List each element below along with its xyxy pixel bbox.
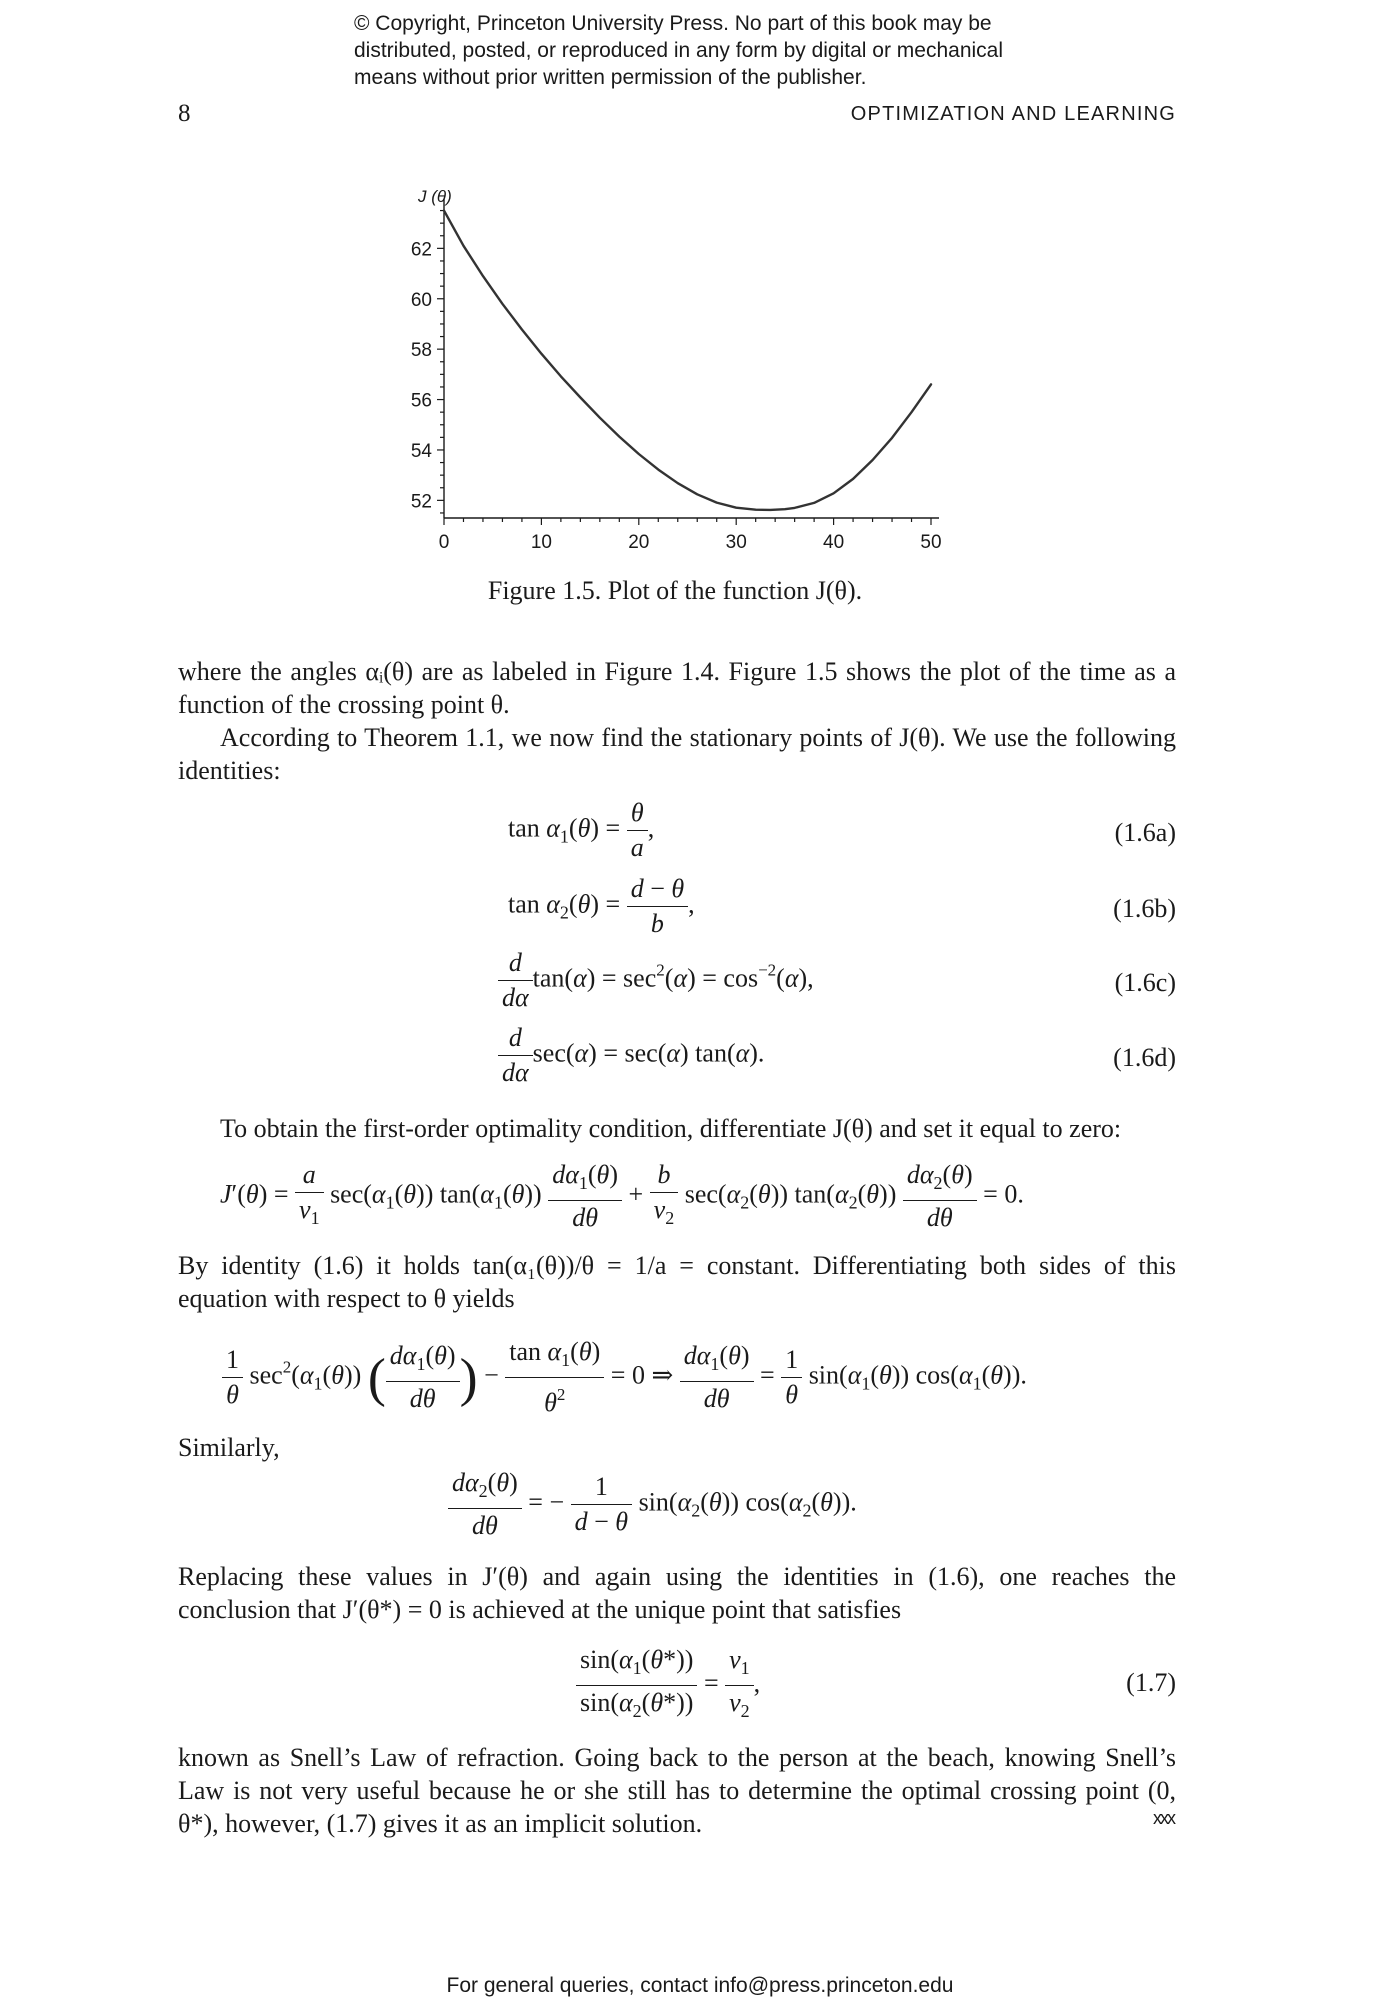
paragraph: To obtain the first-order optimality condition, differentiate J(θ) and set it equal to zero:: [220, 1114, 1122, 1143]
paragraph: Replacing these values in J′(θ) and again using the identities in (1.6), one reaches the conclusion that J′(θ*) = 0 is achieved at the unique point that satisfies: [178, 1562, 1176, 1624]
end-of-section-mark: xxx: [1153, 1808, 1174, 1828]
y-tick-label: 58: [410, 340, 432, 362]
x-tick-label: 10: [530, 532, 552, 553]
y-tick-label: 62: [410, 239, 432, 261]
equation-1-6c: $\frac{d}{d\alpha}$ $\tan(\alpha) = \sec^2(\alpha) = \cos^{-2}(\alpha)$,: [498, 948, 814, 1013]
y-tick-label: 60: [410, 289, 432, 311]
equation-j-prime: J′(θ) = $\frac{a}{v_1}$ $\sec(\alpha_1(\theta))$ $\tan(\alpha_1(\theta))$ $\frac{d\alpha_1(\theta)}{d\theta}$ + $\frac{b}{v_2}$ $\sec(\alpha_2(\theta))$ $\tan(\alpha_2(\theta))$ $\frac{d\alpha_2(\theta)}{d\theta}$ = 0.: [220, 1160, 1024, 1232]
equation-number: (1.6c): [1114, 968, 1176, 997]
series-line: [444, 211, 931, 510]
paragraph: where the angles αᵢ(θ) are as labeled in Figure 1.4. Figure 1.5 shows the plot of the time as a function of the crossing point θ.: [178, 657, 1176, 719]
x-tick-label: 50: [920, 532, 942, 553]
copyright-line: © Copyright, Princeton University Press. No part of this book may be: [354, 12, 992, 35]
paragraph: known as Snell’s Law of refraction. Going back to the person at the beach, knowing Snell’s Law is not very useful because he or she still has to determine the optimal crossing point (0, θ*), however, (1.7) gives it as an implicit solution.: [178, 1743, 1176, 1838]
footer-contact: For general queries, contact info@press.princeton.edu: [446, 1974, 954, 1997]
y-tick-label: 52: [410, 491, 432, 513]
x-tick-label: 40: [823, 532, 845, 553]
chart-y-axis-label: J (θ): [418, 187, 452, 206]
chart-series: [444, 211, 931, 510]
y-tick-label: 56: [410, 390, 432, 412]
equation-number: (1.6a): [1114, 818, 1176, 847]
paragraph: By identity (1.6) it holds tan(α₁(θ))/θ = 1/a = constant. Differentiating both sides of this equation with respect to θ yields: [178, 1251, 1176, 1313]
equation-1-6b: $\tan \alpha_2(\theta)$ = $\frac{d - \theta}{b}$ ,: [508, 874, 695, 938]
equation-1-6d: $\frac{d}{d\alpha}$ sec(α) = sec(α) tan(α).: [498, 1023, 764, 1088]
equation-number: (1.6d): [1113, 1043, 1176, 1072]
chart-ticks: [411, 211, 942, 553]
y-tick-label: 54: [410, 440, 432, 462]
page-number: 8: [178, 100, 191, 127]
copyright-line: means without prior written permission of the publisher.: [354, 66, 867, 89]
equation-alpha1-derivative: $\frac{1}{\theta}$ $\sec^2(\alpha_1(\theta))$ ( $\frac{d\alpha_1(\theta)}{d\theta}$ ) − $\frac{\tan \alpha_1(\theta)}{\theta^2}$ = 0 ⇒ $\frac{d\alpha_1(\theta)}{d\theta}$ = $\frac{1}{\theta}$ $\sin(\alpha_1(\theta))$ $\cos(\alpha_1(\theta))$.: [222, 1337, 1027, 1418]
running-title: OPTIMIZATION AND LEARNING: [850, 103, 1176, 125]
chart-axes: [444, 199, 939, 518]
x-tick-label: 30: [725, 532, 747, 553]
x-tick-label: 20: [628, 532, 650, 553]
equation-number: (1.7): [1126, 1668, 1176, 1697]
equation-number: (1.6b): [1113, 894, 1176, 923]
copyright-line: distributed, posted, or reproduced in any form by digital or mechanical: [354, 39, 1004, 62]
x-tick-label: 0: [438, 532, 450, 553]
figure-1-5-plot: [0, 0, 1400, 560]
paragraph: According to Theorem 1.1, we now find the stationary points of J(θ). We use the following identities:: [178, 723, 1176, 785]
equation-1-7-snell: $\frac{\sin(\alpha_1(\theta*))}{\sin(\alpha_2(\theta*))}$ = $\frac{v_1}{v_2}$ ,: [576, 1645, 760, 1726]
equation-1-6a: $\tan \alpha_1(\theta)$ = $\frac{\theta}{a}$ ,: [508, 798, 655, 862]
equation-alpha2-derivative: $\frac{d\alpha_2(\theta)}{d\theta}$ = − $\frac{1}{d - \theta}$ $\sin(\alpha_2(\theta))$ $\cos(\alpha_2(\theta))$.: [448, 1468, 857, 1541]
figure-caption: Figure 1.5. Plot of the function J(θ).: [487, 576, 863, 605]
paragraph: Similarly,: [178, 1433, 280, 1462]
